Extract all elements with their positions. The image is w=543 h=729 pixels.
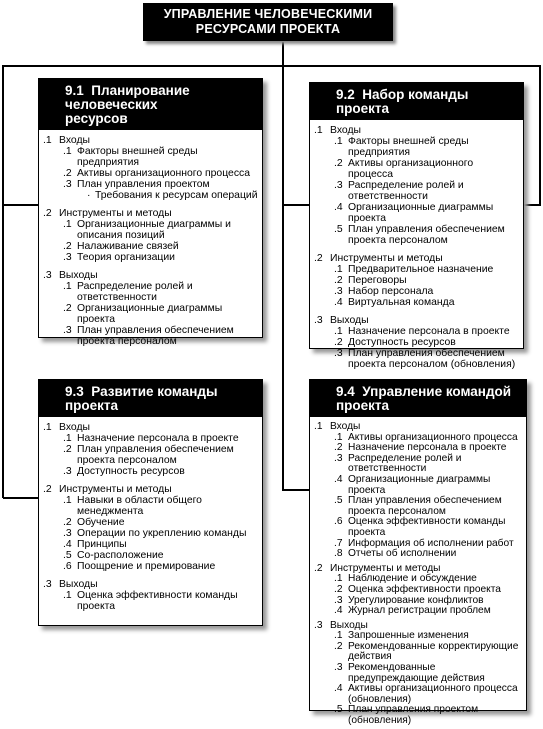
- list-item: [334, 705, 522, 726]
- item-text: Переговоры: [348, 275, 407, 286]
- item-number: .3: [334, 662, 343, 674]
- item-text: Доступность ресурсов: [348, 337, 456, 348]
- process-box-9-3: [38, 379, 263, 626]
- item-number: .1: [334, 431, 343, 443]
- list-item: [63, 303, 258, 325]
- process-number: 9.3: [65, 384, 84, 399]
- item-text: Теория организации: [77, 252, 175, 263]
- outputs-group: [314, 315, 519, 370]
- item-number: .3: [334, 452, 343, 464]
- item-number: .3: [63, 528, 72, 539]
- item-text: Распределение ролей и ответственности: [348, 180, 464, 202]
- group-number: .1: [314, 125, 323, 136]
- item-text: Активы организационного процесса: [348, 158, 474, 180]
- item-number: .5: [63, 550, 72, 561]
- list-item: [334, 642, 522, 663]
- process-header: [39, 79, 262, 130]
- group-number: .3: [314, 619, 323, 631]
- list-item: [334, 158, 519, 180]
- item-number: .3: [334, 348, 343, 359]
- item-number: .2: [334, 275, 343, 286]
- item-number: .3: [63, 252, 72, 263]
- list-item: [63, 241, 258, 252]
- item-text: Назначение персонала в проекте: [77, 433, 239, 444]
- list-item: [63, 590, 258, 612]
- group-title: Входы: [59, 422, 90, 433]
- list-item: [63, 252, 258, 263]
- item-text: Информация об исполнении работ: [348, 537, 514, 549]
- item-number: .3: [334, 180, 343, 191]
- list-item: [334, 454, 522, 475]
- process-header: [310, 380, 526, 417]
- process-header: [39, 380, 262, 417]
- item-text: Назначение персонала в проекте: [348, 326, 510, 337]
- item-number: .4: [334, 605, 343, 617]
- group-number: .1: [43, 422, 52, 433]
- item-number: .1: [63, 590, 72, 601]
- process-title-line1: Развитие команды: [91, 384, 218, 399]
- item-number: .2: [63, 241, 72, 252]
- group-title: Выходы: [59, 579, 98, 590]
- item-number: .4: [334, 297, 343, 308]
- item-text: Журнал регистрации проблем: [348, 605, 491, 617]
- item-number: .3: [334, 286, 343, 297]
- item-number: .2: [334, 337, 343, 348]
- item-number: .1: [334, 630, 343, 642]
- inputs-group: [43, 135, 258, 201]
- process-box-9-2: [309, 82, 524, 370]
- item-number: .4: [334, 683, 343, 695]
- list-item: [63, 325, 258, 347]
- item-text: Факторы внешней среды предприятия: [348, 136, 469, 158]
- group-title: Инструменты и методы: [59, 484, 172, 495]
- list-item: [63, 179, 258, 190]
- item-text: Организационные диаграммы проекта: [348, 473, 491, 496]
- group-title: Входы: [330, 421, 361, 432]
- item-text: План управления обеспечением проекта персоналом: [77, 444, 234, 466]
- inputs-group: [314, 422, 522, 560]
- item-text: Со-расположение: [77, 550, 164, 561]
- list-item: [63, 444, 258, 466]
- list-item: [63, 281, 258, 303]
- list-item: [334, 606, 522, 617]
- item-text: План управления проектом (обновления): [348, 704, 479, 727]
- process-body: [39, 417, 262, 621]
- item-text: Распределение ролей и ответственности: [77, 281, 193, 303]
- sub-item-text: Требования к ресурсам операций: [95, 190, 258, 201]
- tools-group: [43, 484, 258, 572]
- item-number: .4: [334, 473, 343, 485]
- item-number: .1: [63, 433, 72, 444]
- item-number: .2: [63, 303, 72, 314]
- list-item: [334, 337, 519, 348]
- process-box-9-4: [309, 379, 527, 727]
- group-title: Выходы: [330, 315, 369, 326]
- item-text: Активы организационного процесса (обновления): [348, 683, 518, 705]
- diagram-title-line2: РЕСУРСАМИ ПРОЕКТА: [195, 22, 341, 36]
- list-item: [63, 466, 258, 477]
- list-item: [334, 549, 522, 560]
- list-item: [334, 326, 519, 337]
- list-item: [63, 517, 258, 528]
- item-text: Назначение персонала в проекте: [348, 442, 507, 454]
- list-item: [334, 180, 519, 202]
- item-text: План управления обеспечением проекта персоналом: [348, 224, 505, 246]
- item-number: .2: [63, 168, 72, 179]
- diagram-title-line1: УПРАВЛЕНИЕ ЧЕЛОВЕЧЕСКИМИ: [163, 7, 373, 21]
- item-number: .6: [63, 561, 72, 572]
- list-item: [63, 219, 258, 241]
- item-number: .2: [63, 517, 72, 528]
- list-item: [334, 348, 519, 370]
- outputs-group: [43, 270, 258, 347]
- item-number: .1: [334, 573, 343, 585]
- list-item: [334, 297, 519, 308]
- item-text: Наблюдение и обсуждение: [348, 573, 477, 585]
- item-text: Оценка эффективности команды проекта: [348, 516, 506, 538]
- item-number: .2: [63, 444, 72, 455]
- item-number: .3: [63, 466, 72, 477]
- item-text: Рекомендованные корректирующие действия: [348, 640, 519, 663]
- item-text: Организационные диаграммы проекта: [77, 303, 223, 325]
- item-number: .1: [334, 264, 343, 275]
- item-text: Урегулирование конфликтов: [348, 594, 484, 606]
- item-text: Доступность ресурсов: [77, 466, 185, 477]
- group-title: Входы: [59, 135, 90, 146]
- sub-item: [87, 190, 258, 201]
- list-item: [334, 202, 519, 224]
- group-title: Инструменты и методы: [330, 562, 441, 574]
- item-text: Рекомендованные предупреждающие действия: [348, 662, 485, 684]
- process-box-9-1: [38, 78, 263, 347]
- process-body: [310, 417, 526, 729]
- group-title: Выходы: [59, 270, 98, 281]
- group-number: .2: [43, 484, 52, 495]
- group-number: .2: [314, 562, 323, 574]
- group-number: .1: [43, 135, 52, 146]
- item-number: .6: [334, 516, 343, 528]
- item-number: .5: [334, 704, 343, 716]
- item-number: .3: [63, 325, 72, 336]
- group-number: .3: [43, 270, 52, 281]
- item-number: .1: [334, 136, 343, 147]
- list-item: [334, 136, 519, 158]
- list-item: [63, 146, 258, 168]
- group-title: Входы: [330, 125, 361, 136]
- process-number: 9.1: [65, 83, 84, 98]
- process-title-line1: Набор команды: [362, 87, 469, 102]
- item-number: .2: [334, 583, 343, 595]
- process-title-line2: человеческих: [65, 97, 158, 112]
- process-title-line3: ресурсов: [65, 111, 128, 126]
- item-number: .1: [63, 219, 72, 230]
- process-title-line2: проекта: [336, 101, 390, 116]
- list-item: [334, 475, 522, 496]
- list-item: [63, 539, 258, 550]
- item-number: .5: [334, 495, 343, 507]
- group-title: Инструменты и методы: [59, 208, 172, 219]
- tools-group: [314, 253, 519, 308]
- item-number: .4: [334, 202, 343, 213]
- group-number: .3: [314, 315, 323, 326]
- item-text: Оценка эффективности проекта: [348, 583, 501, 595]
- list-item: [63, 168, 258, 179]
- item-text: Набор персонала: [348, 286, 434, 297]
- process-title-line2: проекта: [336, 398, 390, 413]
- tools-group: [43, 208, 258, 263]
- item-text: Активы организационного процесса: [77, 168, 250, 179]
- group-title: Инструменты и методы: [330, 253, 443, 264]
- list-item: [63, 528, 258, 539]
- item-text: План управления обеспечением проекта персоналом: [348, 495, 502, 517]
- item-number: .1: [63, 146, 72, 157]
- diagram-title: [143, 3, 393, 41]
- item-text: Обучение: [77, 517, 125, 528]
- item-number: .5: [334, 224, 343, 235]
- item-text: Принципы: [77, 539, 127, 550]
- item-text: Предварительное назначение: [348, 264, 494, 275]
- item-number: .2: [334, 158, 343, 169]
- process-title-line1: Планирование: [91, 83, 190, 98]
- item-text: План управления обеспечением проекта персоналом: [77, 325, 234, 347]
- item-text: Отчеты об исполнении: [348, 548, 457, 560]
- process-body: [310, 120, 523, 379]
- list-item: [334, 663, 522, 684]
- group-number: .2: [314, 253, 323, 264]
- process-title-line1: Управление командой: [362, 384, 512, 399]
- item-text: Операции по укреплению команды: [77, 528, 247, 539]
- group-number: .2: [43, 208, 52, 219]
- outputs-group: [43, 579, 258, 612]
- list-item: [63, 550, 258, 561]
- process-number: 9.4: [336, 384, 355, 399]
- item-text: Организационные диаграммы и описания позиций: [77, 219, 231, 241]
- list-item: [63, 561, 258, 572]
- item-number: .2: [334, 640, 343, 652]
- item-number: .4: [63, 539, 72, 550]
- list-item: [334, 496, 522, 517]
- process-body: [39, 130, 262, 356]
- item-number: .7: [334, 537, 343, 549]
- item-text: Оценка эффективности команды проекта: [77, 590, 238, 612]
- inputs-group: [314, 125, 519, 246]
- item-number: .1: [63, 495, 72, 506]
- process-title-line2: проекта: [65, 398, 119, 413]
- item-number: .2: [334, 442, 343, 454]
- group-number: .3: [43, 579, 52, 590]
- item-text: Распределение ролей и ответственности: [348, 452, 462, 475]
- item-text: Навыки в области общего менеджмента: [77, 495, 202, 517]
- list-item: [334, 224, 519, 246]
- item-number: .8: [334, 548, 343, 560]
- item-text: Активы организационного процесса: [348, 431, 518, 443]
- item-text: Организационные диаграммы проекта: [348, 202, 494, 224]
- list-item: [334, 517, 522, 538]
- item-number: .1: [334, 326, 343, 337]
- list-item: [334, 275, 519, 286]
- list-item: [63, 495, 258, 517]
- list-item: [334, 585, 522, 596]
- process-header: [310, 83, 523, 120]
- group-number: .1: [314, 421, 323, 432]
- item-text: Поощрение и премирование: [77, 561, 216, 572]
- list-item: [63, 433, 258, 444]
- item-text: Налаживание связей: [77, 241, 179, 252]
- item-number: .1: [63, 281, 72, 292]
- list-item: [334, 264, 519, 275]
- item-text: Виртуальная команда: [348, 297, 455, 308]
- item-text: План управления проектом: [77, 179, 210, 190]
- list-item: [334, 286, 519, 297]
- tools-group: [314, 564, 522, 617]
- list-item: [334, 684, 522, 705]
- item-text: Факторы внешней среды предприятия: [77, 146, 198, 168]
- item-number: .3: [63, 179, 72, 190]
- group-title: Выходы: [330, 619, 368, 631]
- process-number: 9.2: [336, 87, 355, 102]
- bullet: ·: [87, 190, 91, 201]
- item-number: .3: [334, 594, 343, 606]
- item-text: Запрошенные изменения: [348, 630, 469, 642]
- item-text: План управления обеспечением проекта персоналом (обновления): [348, 348, 516, 370]
- inputs-group: [43, 422, 258, 477]
- outputs-group: [314, 621, 522, 727]
